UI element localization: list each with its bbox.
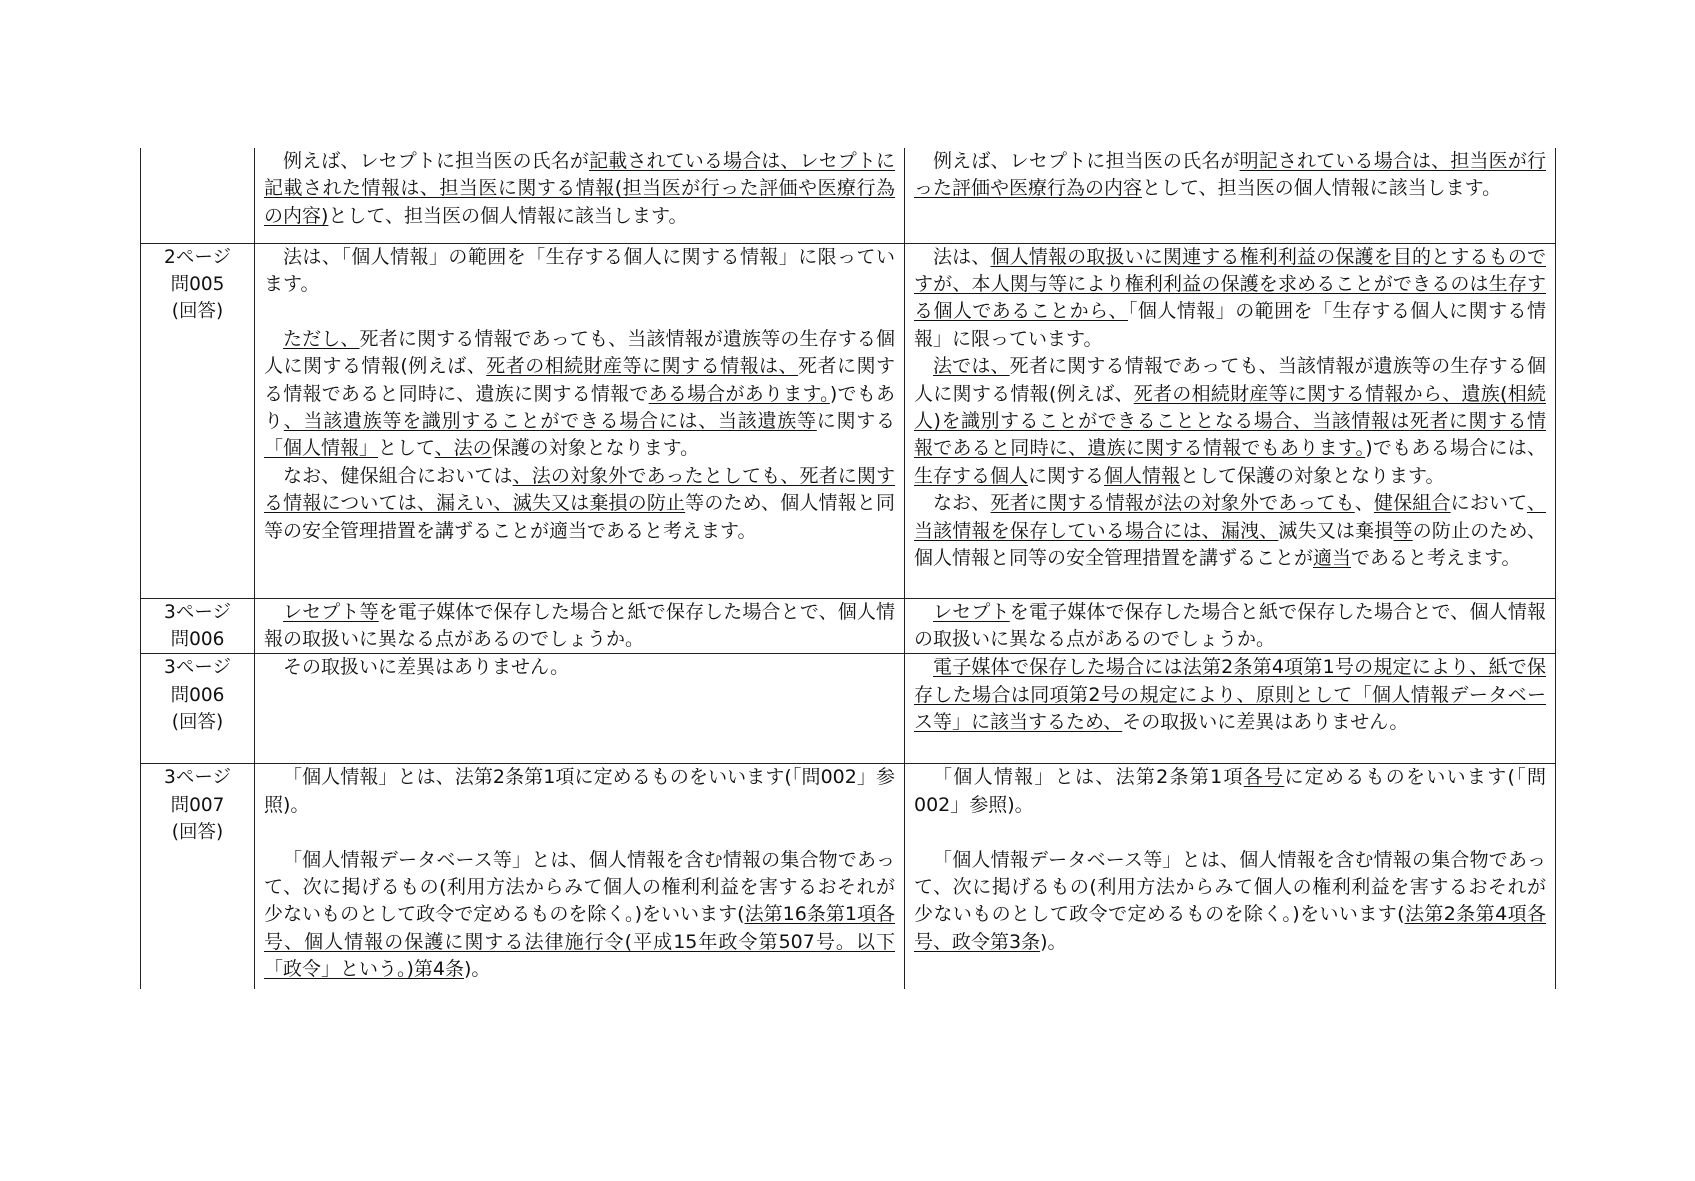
- comparison-table: [140, 148, 1556, 989]
- underlined-text: 健保組合: [1373, 492, 1451, 515]
- text-run: において: [1450, 492, 1527, 515]
- underlined-text: レセプト等: [283, 600, 379, 623]
- paragraph: [264, 764, 895, 819]
- table-row: [141, 148, 1556, 243]
- location-label: 2ページ 問005 (回答): [164, 246, 231, 323]
- underlined-text: 、当該情報を保存している場合には、漏洩、: [914, 492, 1546, 542]
- text-run: に関する: [1028, 464, 1105, 487]
- new-text-cell: [905, 764, 1556, 989]
- text-run: として保護の対象となります。: [1180, 464, 1445, 487]
- text-run: )でもある場合には、: [1365, 437, 1546, 460]
- old-text-cell: [255, 764, 905, 989]
- location-cell: [141, 654, 255, 764]
- text-run: 法は、「個人情報」の範囲を「生存する個人に関する情報」に限っています。: [264, 245, 895, 295]
- new-text-cell: [905, 654, 1556, 764]
- table-row: [141, 243, 1556, 598]
- text-run: であると考えます。: [1351, 546, 1521, 569]
- underlined-text: ある場合があります。: [648, 382, 830, 405]
- paragraph: [914, 148, 1546, 203]
- text-run: 等のため、個人情報と同等の安全管理措置を講ずることが適当であると考えます。: [264, 492, 895, 542]
- underlined-text: 電子媒体で保存した場合には法第2条第4項第1号の規定により、紙で保存した場合は同項第2号の規定により、原則として「個人情報データベース等」に該当するため、: [914, 656, 1546, 734]
- new-text-cell: [905, 243, 1556, 598]
- text-run: として、担当医の個人情報に該当します。: [328, 204, 688, 227]
- text-run: 例えば、レセプトに担当医の氏名が: [933, 150, 1240, 172]
- text-run: として: [378, 437, 435, 460]
- underlined-text: 個人情報の取扱いに関連する権利利益の保護を目的とするものですが、本人関与等により権利利益の保護を求めることができるのは生存する個人であることから、: [914, 245, 1546, 323]
- text-run: の防止のため、個人情報と同等の安全管理措置を講ずることが: [914, 519, 1546, 569]
- location-cell: [141, 148, 255, 243]
- paragraph: [264, 463, 895, 545]
- underlined-text: 「個人情報」: [264, 437, 379, 460]
- text-run: 法は、: [933, 245, 991, 268]
- text-run: なお、健保組合においては: [283, 464, 513, 487]
- location-cell: [141, 764, 255, 989]
- text-run: 滅失又は棄損: [1278, 519, 1394, 542]
- old-text-cell: [255, 598, 905, 654]
- paragraph: [264, 326, 895, 463]
- paragraph: [264, 148, 895, 230]
- paragraph: [914, 764, 1546, 819]
- underlined-text: 死者の相続財産等に関する情報から、遺族(相続人)を識別することができることとなる場合、当該情報は: [914, 382, 1546, 432]
- text-run: 「個人情報」とは、法第2条第1項に定めるものをいいます(「問002」参照)。: [264, 766, 895, 816]
- paragraph: [264, 847, 895, 984]
- paragraph-gap: [264, 298, 895, 325]
- underlined-text: 個人情報: [1104, 464, 1181, 487]
- text-run: 死者に関する情報であると同時に、遺族に関する情報で: [264, 355, 895, 405]
- old-text-cell: [255, 654, 905, 764]
- underlined-text: 明記されている場合は、担当医が行った評価や医療行為の内容: [914, 150, 1546, 200]
- underlined-text: 記載されている場合は、レセプトに記載された情報は、担当医に関する情報(担当医が行った評価や医療行為の内容): [264, 150, 895, 227]
- text-run: その取扱いに差異はありません。: [283, 656, 570, 679]
- underlined-text: ただし、: [283, 327, 360, 350]
- text-run: 「個人情報データベース等」とは、個人情報を含む情報の集合物であって、次に掲げるもの(利用方法からみて個人の権利利益を害するおそれが少ないものとして政令で定めるものを除く。)をいいます(: [264, 848, 895, 926]
- text-run: 保護の対象となります。: [491, 437, 700, 460]
- underlined-text: 、法の: [434, 437, 492, 460]
- paragraph: [914, 490, 1546, 572]
- paragraph: [264, 654, 895, 681]
- old-text-cell: [255, 148, 905, 243]
- underlined-text: 死者に関する情報が法の対象外であっても: [990, 492, 1355, 515]
- text-run: 死者に関する情報であっても、当該情報が遺族等の生存する個人に関する情報(例えば、: [264, 327, 895, 378]
- text-run: 「個人情報」の範囲を「生存する個人に関する情報」に限っています。: [914, 300, 1546, 350]
- underlined-text: レセプト: [933, 600, 1010, 623]
- table-row: [141, 654, 1556, 764]
- underlined-text: 適当: [1313, 546, 1352, 569]
- text-run: )。: [1040, 930, 1067, 953]
- text-run: 「個人情報」とは、法第2条第1項: [933, 766, 1244, 789]
- text-run: に定めるものをいいます(「問002」参照)。: [914, 766, 1546, 816]
- paragraph: [914, 244, 1546, 354]
- text-run: を電子媒体で保存した場合と紙で保存した場合とで、個人情報の取扱いに異なる点があるのでしょうか。: [264, 600, 895, 650]
- paragraph: [914, 847, 1546, 957]
- text-run: として、担当医の個人情報に該当します。: [1142, 177, 1502, 200]
- text-run: 、: [1354, 492, 1374, 515]
- table-row: [141, 764, 1556, 989]
- underlined-text: 各号: [1243, 766, 1285, 789]
- underlined-text: 死者に関する情報であると同時に、遺族に関する情報でもあります。: [914, 409, 1546, 460]
- location-label: 3ページ 問007 (回答): [164, 767, 231, 844]
- underlined-text: 、当該遺族等を識別することができる場合には、当該遺族等: [283, 409, 817, 432]
- underlined-text: 生存する個人: [914, 464, 1029, 487]
- text-run: を電子媒体で保存した場合と紙で保存した場合とで、個人情報の取扱いに異なる点があるのでしょうか。: [914, 600, 1546, 650]
- text-run: その取扱いに差異はありません。: [1122, 711, 1409, 734]
- paragraph-gap: [264, 819, 895, 846]
- text-run: 「個人情報データベース等」とは、個人情報を含む情報の集合物であって、次に掲げるもの(利用方法からみて個人の権利利益を害するおそれが少ないものとして政令で定めるものを除く。)をいいます(: [914, 848, 1546, 926]
- text-run: に関する: [816, 409, 895, 432]
- underlined-text: 等: [1393, 519, 1413, 542]
- underlined-text: 法第2条第4項各号、政令第3条: [914, 903, 1546, 953]
- text-run: なお、: [933, 492, 991, 515]
- new-text-cell: [905, 148, 1556, 243]
- paragraph-gap: [914, 819, 1546, 846]
- text-run: 例えば、レセプトに担当医の氏名が: [283, 150, 590, 172]
- text-run: 死者に関する情報であっても、当該情報が遺族等の生存する個人に関する情報(例えば、: [914, 355, 1546, 405]
- table-row: [141, 598, 1556, 654]
- paragraph: [914, 599, 1546, 654]
- underlined-text: 、法の対象外であったとしても、死者に関する情報については、漏えい、滅失又は棄損の防止: [264, 464, 895, 515]
- paragraph: [914, 353, 1546, 490]
- underlined-text: 法第16条第1項各号、個人情報の保護に関する法律施行令(平成15年政令第507号。以下「政令」という。)第4条: [264, 903, 895, 981]
- location-cell: [141, 598, 255, 654]
- location-label: 3ページ 問006: [164, 601, 231, 650]
- underlined-text: 法では、: [933, 355, 1010, 378]
- old-text-cell: [255, 243, 905, 598]
- paragraph: [914, 654, 1546, 736]
- location-label: 3ページ 問006 (回答): [164, 657, 231, 734]
- underlined-text: 死者の相続財産等に関する情報は、: [486, 355, 799, 378]
- text-run: )。: [464, 958, 491, 981]
- location-cell: [141, 243, 255, 598]
- text-run: )でもあり: [264, 382, 895, 432]
- new-text-cell: [905, 598, 1556, 654]
- paragraph: [264, 244, 895, 299]
- paragraph: [264, 599, 895, 654]
